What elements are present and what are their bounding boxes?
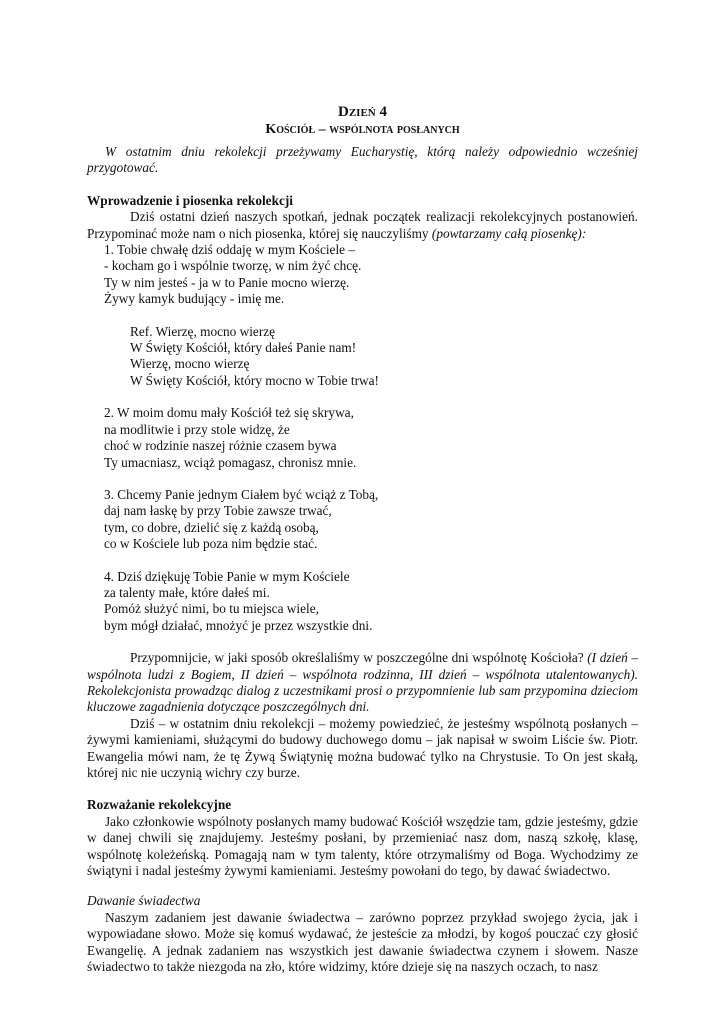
community-paragraph: Dziś – w ostatnim dniu rekolekcji – możemy powiedzieć, że jesteśmy wspólnotą posłanych – żywymi kamieniami, służącymi do budowy duchowego domu – jak napisał w swoim Liście św. Piotr. Ewangelia mówi nam, że tę Żywą Świątynię można budować tylko na Chrystusie. To On jest skałą, której nic nie uczynią wichry czy burze. (87, 715, 638, 780)
song-line: daj nam łaskę by przy Tobie zawsze trwać, (104, 503, 332, 519)
section-heading-introduction: Wprowadzenie i piosenka rekolekcji (87, 192, 293, 208)
section-heading-reflection: Rozważanie rekolekcyjne (87, 797, 232, 813)
song-line: Żywy kamyk budujący - imię me. (104, 291, 285, 307)
song-line: za talenty małe, które dałeś mi. (104, 584, 270, 600)
song-line: co w Kościele lub poza nim będzie stać. (104, 536, 318, 552)
song-line: 4. Dziś dziękuję Tobie Panie w mym Kościele (104, 568, 350, 584)
song-verse-2 (104, 405, 638, 471)
song-line: W Święty Kościół, który mocno w Tobie trwa! (130, 372, 379, 388)
song-line: Pomóż służyć nimi, bo tu miejsca wiele, (104, 601, 319, 617)
subsection-heading-testimony: Dawanie świadectwa (87, 893, 201, 909)
day-title-initial: D (338, 104, 349, 120)
song-line: W Święty Kościół, który dałeś Panie nam! (130, 340, 357, 356)
song-line: 3. Chcemy Panie jednym Ciałem być wciąż z Tobą, (104, 486, 379, 502)
song-line: Wierzę, mocno wierzę (130, 356, 250, 372)
song-line: Ty umacniasz, wciąż pomagasz, chronisz mnie. (104, 454, 357, 470)
song-verse-4 (104, 569, 638, 635)
introduction-paragraph (87, 209, 638, 242)
intro-paragraph: W ostatnim dniu rekolekcji przeżywamy Eucharystię, którą należy odpowiednio wcześniej przygotować. (87, 144, 638, 176)
spacer (87, 634, 638, 650)
chapter-title-initial: K (265, 122, 277, 137)
chapter-title-rest: ościół – wspólnota posłanych (276, 122, 460, 137)
song-line: 1. Tobie chwałę dziś oddaję w mym Kościele – (104, 242, 356, 258)
song-line: - kocham go i wspólnie tworzę, w nim żyć chcę. (104, 258, 362, 274)
song-refrain (104, 324, 638, 390)
recap-question: Przypomnijcie, w jaki sposób określaliśmy w poszczególne dni wspólnotę Kościoła? (130, 650, 588, 666)
song-line: Ty w nim jesteś - ja w to Panie mocno wierzę. (104, 274, 350, 290)
song-line: bym mógł działać, mnożyć je przez wszystkie dni. (104, 617, 373, 633)
song-line: tym, co dobre, dzielić się z każdą osobą, (104, 519, 319, 535)
song-line: choć w rodzinie naszej różnie czasem bywa (104, 438, 337, 454)
day-title-rest: zień 4 (348, 104, 387, 120)
title-block (87, 103, 638, 138)
song-line: Ref. Wierzę, mocno wierzę (130, 323, 276, 339)
recap-instruction: (I dzień – wspólnota ludzi z Bogiem, II dzień – wspólnota rodzinna, III dzień – wspólnota utalentowanych). Rekolekcjonista prowadząc dialog z uczestnikami prosi o przypomnienie lub sam przypomina dzieciom kluczowe zagadnienia dotyczące poszczególnych dni. (87, 650, 638, 715)
recap-paragraph (87, 650, 638, 716)
song-line: na modlitwie i przy stole widzę, że (104, 421, 290, 437)
reflection-paragraph: Jako członkowie wspólnoty posłanych mamy budować Kościół wszędzie tam, gdzie jesteśmy, gdzie w danej chwili się znajdujemy. Jesteśmy posłani, by przemieniać nasz dom, naszą szkołę, klasę, wspólnotę koleżeńską. Pomagają nam w tym talenty, które otrzymaliśmy od Boga. Wychodzimy ze świątyni i nadal jesteśmy żywymi kamieniami. Jesteśmy powołani do tego, by dawać świadectwo. (87, 813, 638, 879)
day-title (87, 103, 638, 121)
song-verse-1 (104, 242, 638, 308)
song (87, 242, 638, 634)
chapter-title (87, 121, 638, 138)
song-verse-3 (104, 487, 638, 553)
introduction-text: Dziś ostatni dzień naszych spotkań, jednak początek realizacji rekolekcyjnych postanowień. Przypominać może nam o nich piosenka, której się nauczyliśmy (87, 209, 638, 241)
introduction-instruction: (powtarzamy całą piosenkę): (431, 225, 587, 241)
testimony-paragraph: Naszym zadaniem jest dawanie świadectwa – zarówno poprzez przykład swojego życia, jak i wypowiadane słowo. Może się komuś wydawać, że jesteście za młodzi, by kogoś pouczać czy głosić Ewangelię. A jednak zadaniem nas wszystkich jest dawanie świadectwa czynem i słowem. Nasze świadectwo to także niezgoda na zło, które widzimy, które dzieje się na naszych oczach, to nasz (87, 909, 638, 975)
song-line: 2. W moim domu mały Kościół też się skrywa, (104, 405, 354, 421)
